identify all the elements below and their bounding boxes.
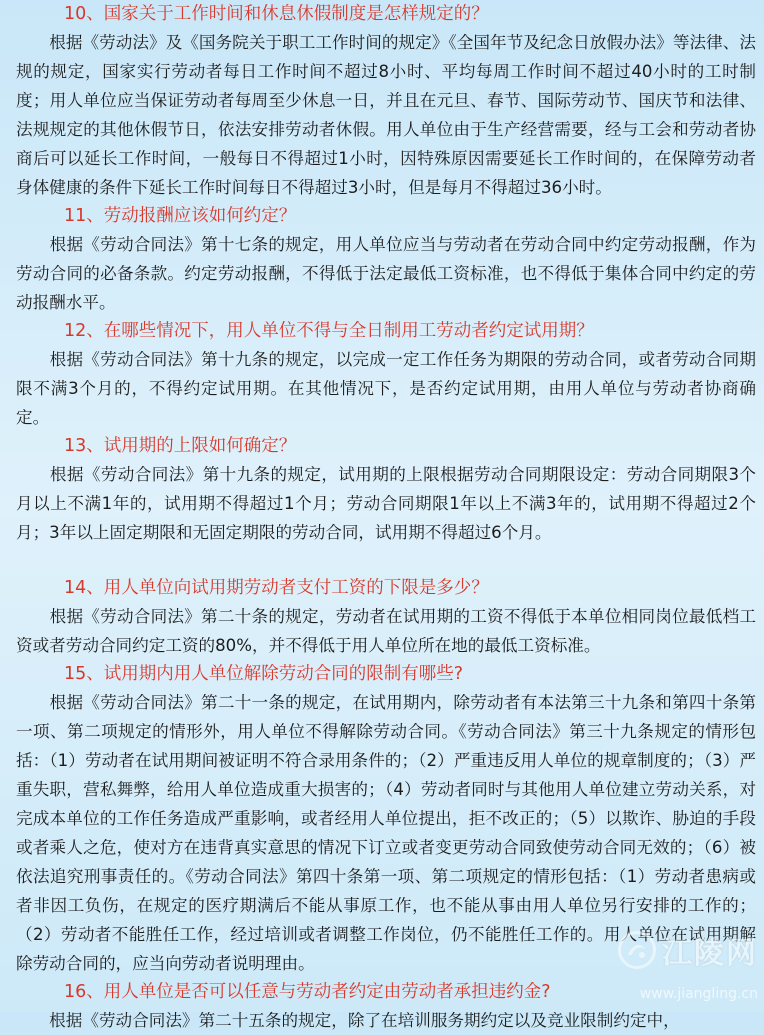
answer-paragraph: 根据《劳动合同法》第二十一条的规定，在试用期内，除劳动者有本法第三十九条和第四十条第一项、第二项规定的情形外，用人单位不得解除劳动合同。《劳动合同法》第三十九条规定的情形包括：（1）劳动者在试用期间被证明不符合录用条件的；（2）严重违反用人单位的规章制度的；（3）严重失职，营私舞弊，给用人单位造成重大损害的；（4）劳动者同时与其他用人单位建立劳动关系，对完成本单位的工作任务造成严重影响，或者经用人单位提出，拒不改正的；（5）以欺诈、胁迫的手段或者乘人之危，使对方在违背真实意思的情况下订立或者变更劳动合同致使劳动合同无效的；（6）被依法追究刑事责任的。《劳动合同法》第四十条第一项、第二项规定的情形包括：（1）劳动者患病或者非因工负伤，在规定的医疗期满后不能从事原工作，也不能从事由用人单位另行安排的工作的；（2）劳动者不能胜任工作，经过培训或者调整工作岗位，仍不能胜任工作的。用人单位在试用期解除劳动合同的，应当向劳动者说明理由。 [16, 693, 756, 973]
question-heading: 10、国家关于工作时间和休息休假制度是怎样规定的？ [64, 4, 489, 24]
site-logo-icon [618, 931, 656, 969]
watermark-name: 江陵网 [662, 936, 758, 971]
question-heading: 12、在哪些情况下，用人单位不得与全日制用工劳动者约定试用期？ [64, 321, 594, 341]
answer-paragraph: 根据《劳动合同法》第十七条的规定，用人单位应当与劳动者在劳动合同中约定劳动报酬，作为劳动合同的必备条款。约定劳动报酬，不得低于法定最低工资标准，也不得低于集体合同中约定的劳动报酬水平。 [16, 235, 756, 312]
answer-paragraph: 根据《劳动法》及《国务院关于职工工作时间的规定》《全国年节及纪念日放假办法》等法律、法规的规定，国家实行劳动者每日工作时间不超过8小时、平均每周工作时间不超过40小时的工时制度；用人单位应当保证劳动者每周至少休息一日，并且在元旦、春节、国际劳动节、国庆节和法律、法规规定的其他休假节日，依法安排劳动者休假。用人单位由于生产经营需要，经与工会和劳动者协商后可以延长工作时间，一般每日不得超过1小时，因特殊原因需要延长工作时间的，在保障劳动者身体健康的条件下延长工作时间每日不得超过3小时，但是每月不得超过36小时。 [16, 33, 756, 197]
answer-paragraph: 根据《劳动合同法》第二十五条的规定，除了在培训服务期约定以及竞业限制约定中， [16, 1011, 680, 1030]
question-heading: 11、劳动报酬应该如何约定？ [64, 206, 297, 226]
section-spacer [16, 547, 756, 574]
answer-paragraph: 根据《劳动合同法》第十九条的规定，以完成一定工作任务为期限的劳动合同，或者劳动合同期限不满3个月的，不得约定试用期。在其他情况下，是否约定试用期，由用人单位与劳动者协商确定。 [16, 350, 756, 427]
answer-paragraph: 根据《劳动合同法》第十九条的规定，试用期的上限根据劳动合同期限设定：劳动合同期限3个月以上不满1年的，试用期不得超过1个月；劳动合同期限1年以上不满3年的，试用期不得超过2个月；3年以上固定期限和无固定期限的劳动合同，试用期不得超过6个月。 [16, 465, 756, 542]
watermark [618, 928, 758, 972]
swirl-icon [624, 937, 650, 963]
document-page [16, 0, 756, 1035]
question-heading: 14、用人单位向试用期劳动者支付工资的下限是多少？ [64, 578, 489, 598]
question-heading: 16、用人单位是否可以任意与劳动者约定由劳动者承担违约金? [64, 982, 551, 1002]
question-heading: 13、试用期的上限如何确定？ [64, 436, 297, 456]
answer-paragraph: 根据《劳动合同法》第二十条的规定，劳动者在试用期的工资不得低于本单位相同岗位最低档工资或者劳动合同约定工资的80%，并不得低于用人单位所在地的最低工资标准。 [16, 607, 756, 655]
question-heading: 15、试用期内用人单位解除劳动合同的限制有哪些? [64, 664, 464, 684]
watermark-url: www.jiangling.cn [639, 986, 758, 1002]
